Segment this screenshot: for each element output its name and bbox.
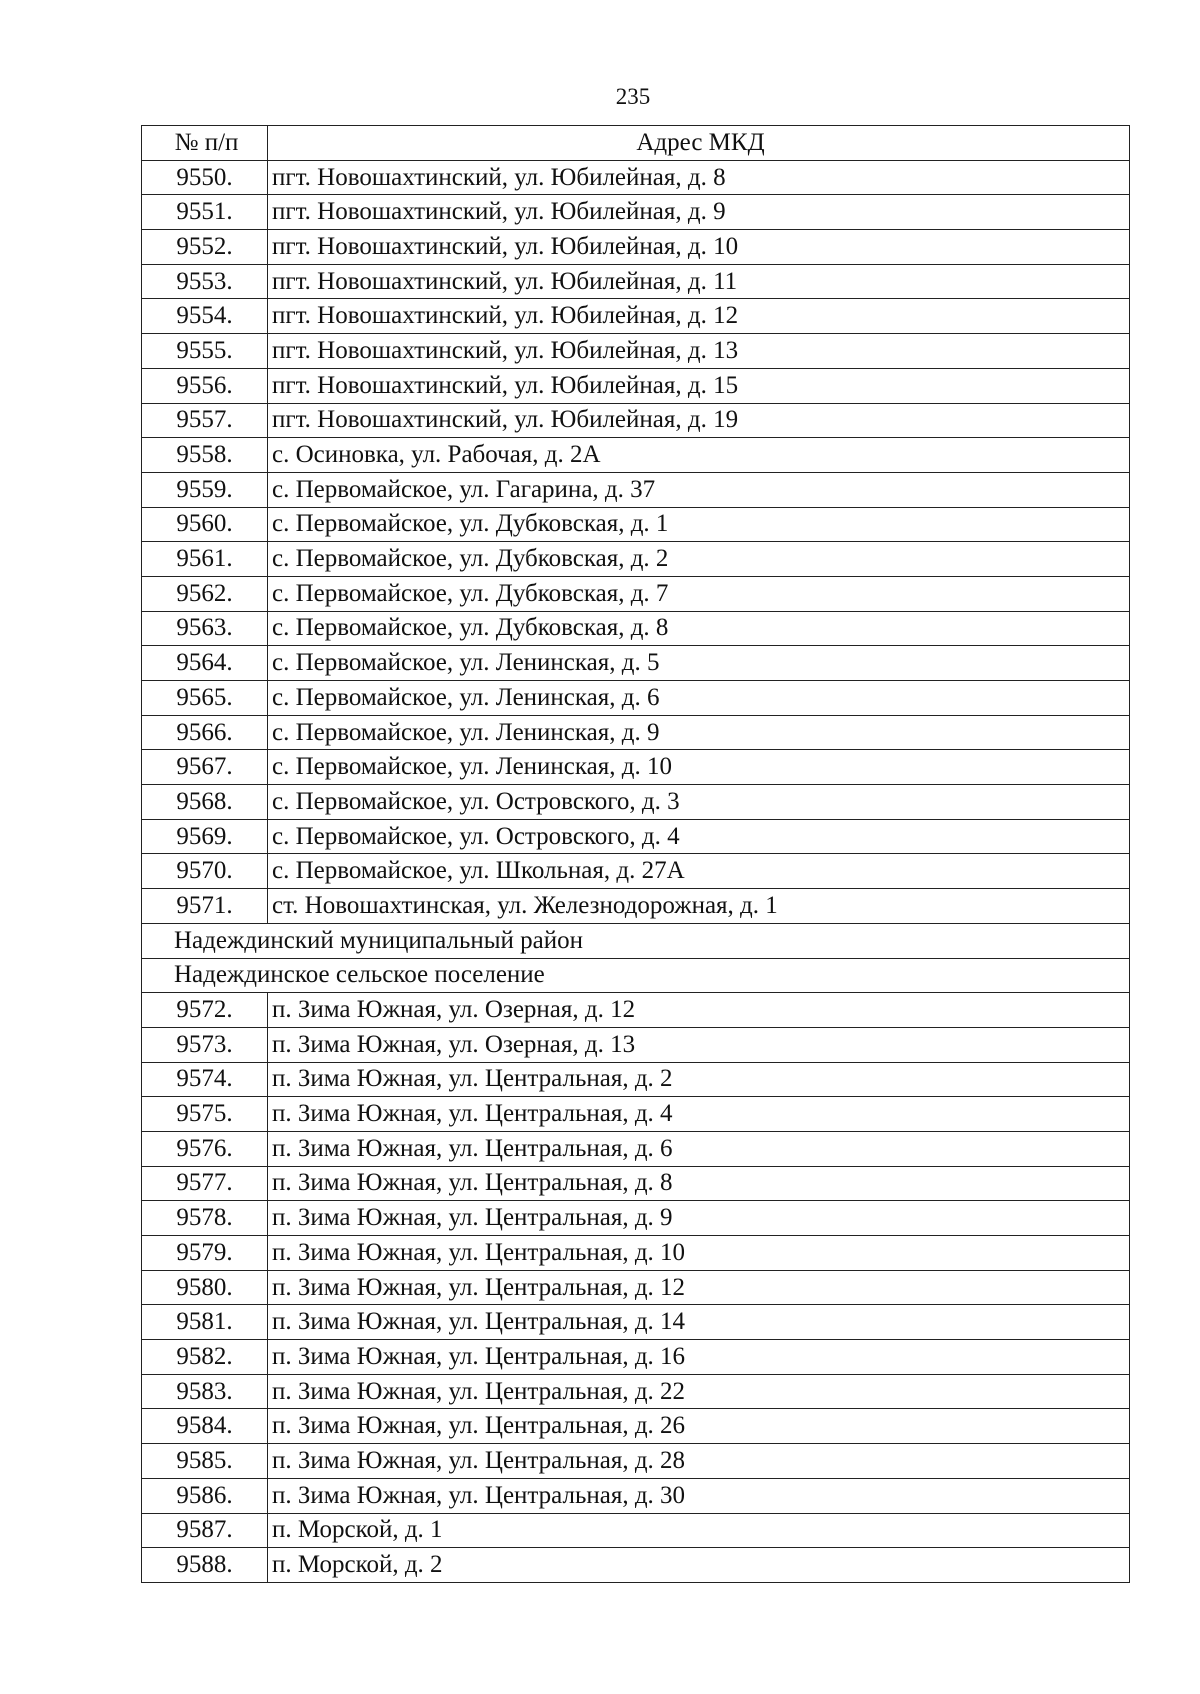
table-row [142, 1409, 1130, 1444]
section-row [142, 923, 1130, 958]
row-address: п. Зима Южная, ул. Озерная, д. 12 [268, 993, 1130, 1028]
table-row [142, 1097, 1130, 1132]
table-row [142, 646, 1130, 681]
table-row [142, 160, 1130, 195]
table-row [142, 1374, 1130, 1409]
row-address: п. Зима Южная, ул. Центральная, д. 10 [268, 1236, 1130, 1271]
row-address: с. Первомайское, ул. Ленинская, д. 9 [268, 715, 1130, 750]
row-number: 9566. [142, 715, 268, 750]
table-row [142, 195, 1130, 230]
page-number: 235 [615, 84, 651, 109]
row-number: 9553. [142, 264, 268, 299]
row-number: 9572. [142, 993, 268, 1028]
row-address: п. Зима Южная, ул. Центральная, д. 8 [268, 1166, 1130, 1201]
row-number: 9561. [142, 542, 268, 577]
row-address: с. Осиновка, ул. Рабочая, д. 2А [268, 438, 1130, 473]
table-row [142, 1340, 1130, 1375]
row-address: п. Зима Южная, ул. Озерная, д. 13 [268, 1027, 1130, 1062]
section-title: Надеждинское сельское поселение [142, 958, 1130, 993]
row-number: 9585. [142, 1444, 268, 1479]
row-number: 9583. [142, 1374, 268, 1409]
row-address: с. Первомайское, ул. Гагарина, д. 37 [268, 472, 1130, 507]
row-address: с. Первомайское, ул. Островского, д. 4 [268, 819, 1130, 854]
row-address: п. Зима Южная, ул. Центральная, д. 6 [268, 1131, 1130, 1166]
table-row [142, 1236, 1130, 1271]
row-number: 9557. [142, 403, 268, 438]
row-number: 9562. [142, 576, 268, 611]
table-row [142, 576, 1130, 611]
table-row [142, 1131, 1130, 1166]
row-address: п. Зима Южная, ул. Центральная, д. 28 [268, 1444, 1130, 1479]
row-number: 9573. [142, 1027, 268, 1062]
addresses-table [141, 125, 1130, 1583]
table-row [142, 1166, 1130, 1201]
row-address: пгт. Новошахтинский, ул. Юбилейная, д. 10 [268, 230, 1130, 265]
row-number: 9581. [142, 1305, 268, 1340]
row-number: 9570. [142, 854, 268, 889]
row-number: 9550. [142, 160, 268, 195]
header-row [142, 126, 1130, 161]
row-address: п. Зима Южная, ул. Центральная, д. 14 [268, 1305, 1130, 1340]
row-address: п. Зима Южная, ул. Центральная, д. 12 [268, 1270, 1130, 1305]
row-number: 9579. [142, 1236, 268, 1271]
row-number: 9551. [142, 195, 268, 230]
row-address: с. Первомайское, ул. Дубковская, д. 2 [268, 542, 1130, 577]
row-address: п. Зима Южная, ул. Центральная, д. 16 [268, 1340, 1130, 1375]
table-row [142, 542, 1130, 577]
table-body [142, 160, 1130, 1582]
row-address: пгт. Новошахтинский, ул. Юбилейная, д. 11 [268, 264, 1130, 299]
row-number: 9559. [142, 472, 268, 507]
section-row [142, 958, 1130, 993]
table-row [142, 472, 1130, 507]
row-address: ст. Новошахтинская, ул. Железнодорожная, д. 1 [268, 889, 1130, 924]
row-number: 9555. [142, 334, 268, 369]
row-address: п. Зима Южная, ул. Центральная, д. 4 [268, 1097, 1130, 1132]
row-address: п. Зима Южная, ул. Центральная, д. 9 [268, 1201, 1130, 1236]
row-address: с. Первомайское, ул. Дубковская, д. 7 [268, 576, 1130, 611]
row-address: пгт. Новошахтинский, ул. Юбилейная, д. 9 [268, 195, 1130, 230]
row-address: с. Первомайское, ул. Ленинская, д. 5 [268, 646, 1130, 681]
table-row [142, 1305, 1130, 1340]
table-row [142, 681, 1130, 716]
row-address: с. Первомайское, ул. Ленинская, д. 6 [268, 681, 1130, 716]
row-address: с. Первомайское, ул. Дубковская, д. 1 [268, 507, 1130, 542]
row-number: 9563. [142, 611, 268, 646]
row-address: с. Первомайское, ул. Ленинская, д. 10 [268, 750, 1130, 785]
table-row [142, 1027, 1130, 1062]
row-address: с. Первомайское, ул. Дубковская, д. 8 [268, 611, 1130, 646]
table-row [142, 854, 1130, 889]
row-address: пгт. Новошахтинский, ул. Юбилейная, д. 12 [268, 299, 1130, 334]
row-number: 9560. [142, 507, 268, 542]
table-row [142, 230, 1130, 265]
table-row [142, 264, 1130, 299]
table-row [142, 1270, 1130, 1305]
table-row [142, 334, 1130, 369]
row-number: 9575. [142, 1097, 268, 1132]
table-row [142, 1513, 1130, 1548]
row-number: 9588. [142, 1548, 268, 1583]
row-number: 9580. [142, 1270, 268, 1305]
row-number: 9571. [142, 889, 268, 924]
table-row [142, 403, 1130, 438]
row-number: 9558. [142, 438, 268, 473]
table-header [142, 126, 1130, 161]
row-number: 9564. [142, 646, 268, 681]
table-row [142, 611, 1130, 646]
row-number: 9582. [142, 1340, 268, 1375]
row-number: 9587. [142, 1513, 268, 1548]
row-address: п. Морской, д. 2 [268, 1548, 1130, 1583]
row-number: 9577. [142, 1166, 268, 1201]
table-row [142, 507, 1130, 542]
table-row [142, 1201, 1130, 1236]
row-number: 9556. [142, 368, 268, 403]
table-row [142, 750, 1130, 785]
row-address: п. Зима Южная, ул. Центральная, д. 26 [268, 1409, 1130, 1444]
header-address: Адрес МКД [268, 126, 1130, 161]
row-number: 9569. [142, 819, 268, 854]
table-row [142, 889, 1130, 924]
table-row [142, 368, 1130, 403]
row-number: 9578. [142, 1201, 268, 1236]
row-address: пгт. Новошахтинский, ул. Юбилейная, д. 8 [268, 160, 1130, 195]
header-number: № п/п [142, 126, 268, 161]
row-address: п. Зима Южная, ул. Центральная, д. 2 [268, 1062, 1130, 1097]
row-number: 9584. [142, 1409, 268, 1444]
row-address: п. Зима Южная, ул. Центральная, д. 30 [268, 1478, 1130, 1513]
table-row [142, 715, 1130, 750]
table-row [142, 1062, 1130, 1097]
table-row [142, 1478, 1130, 1513]
section-title: Надеждинский муниципальный район [142, 923, 1130, 958]
row-address: с. Первомайское, ул. Островского, д. 3 [268, 785, 1130, 820]
row-number: 9586. [142, 1478, 268, 1513]
row-address: пгт. Новошахтинский, ул. Юбилейная, д. 19 [268, 403, 1130, 438]
row-number: 9568. [142, 785, 268, 820]
row-number: 9567. [142, 750, 268, 785]
table-row [142, 438, 1130, 473]
table-row [142, 819, 1130, 854]
row-number: 9574. [142, 1062, 268, 1097]
table-row [142, 993, 1130, 1028]
row-number: 9565. [142, 681, 268, 716]
row-address: п. Зима Южная, ул. Центральная, д. 22 [268, 1374, 1130, 1409]
row-address: п. Морской, д. 1 [268, 1513, 1130, 1548]
row-number: 9552. [142, 230, 268, 265]
row-address: с. Первомайское, ул. Школьная, д. 27А [268, 854, 1130, 889]
row-number: 9554. [142, 299, 268, 334]
row-number: 9576. [142, 1131, 268, 1166]
row-address: пгт. Новошахтинский, ул. Юбилейная, д. 15 [268, 368, 1130, 403]
table-row [142, 299, 1130, 334]
table-row [142, 1444, 1130, 1479]
row-address: пгт. Новошахтинский, ул. Юбилейная, д. 13 [268, 334, 1130, 369]
table-row [142, 785, 1130, 820]
table-row [142, 1548, 1130, 1583]
